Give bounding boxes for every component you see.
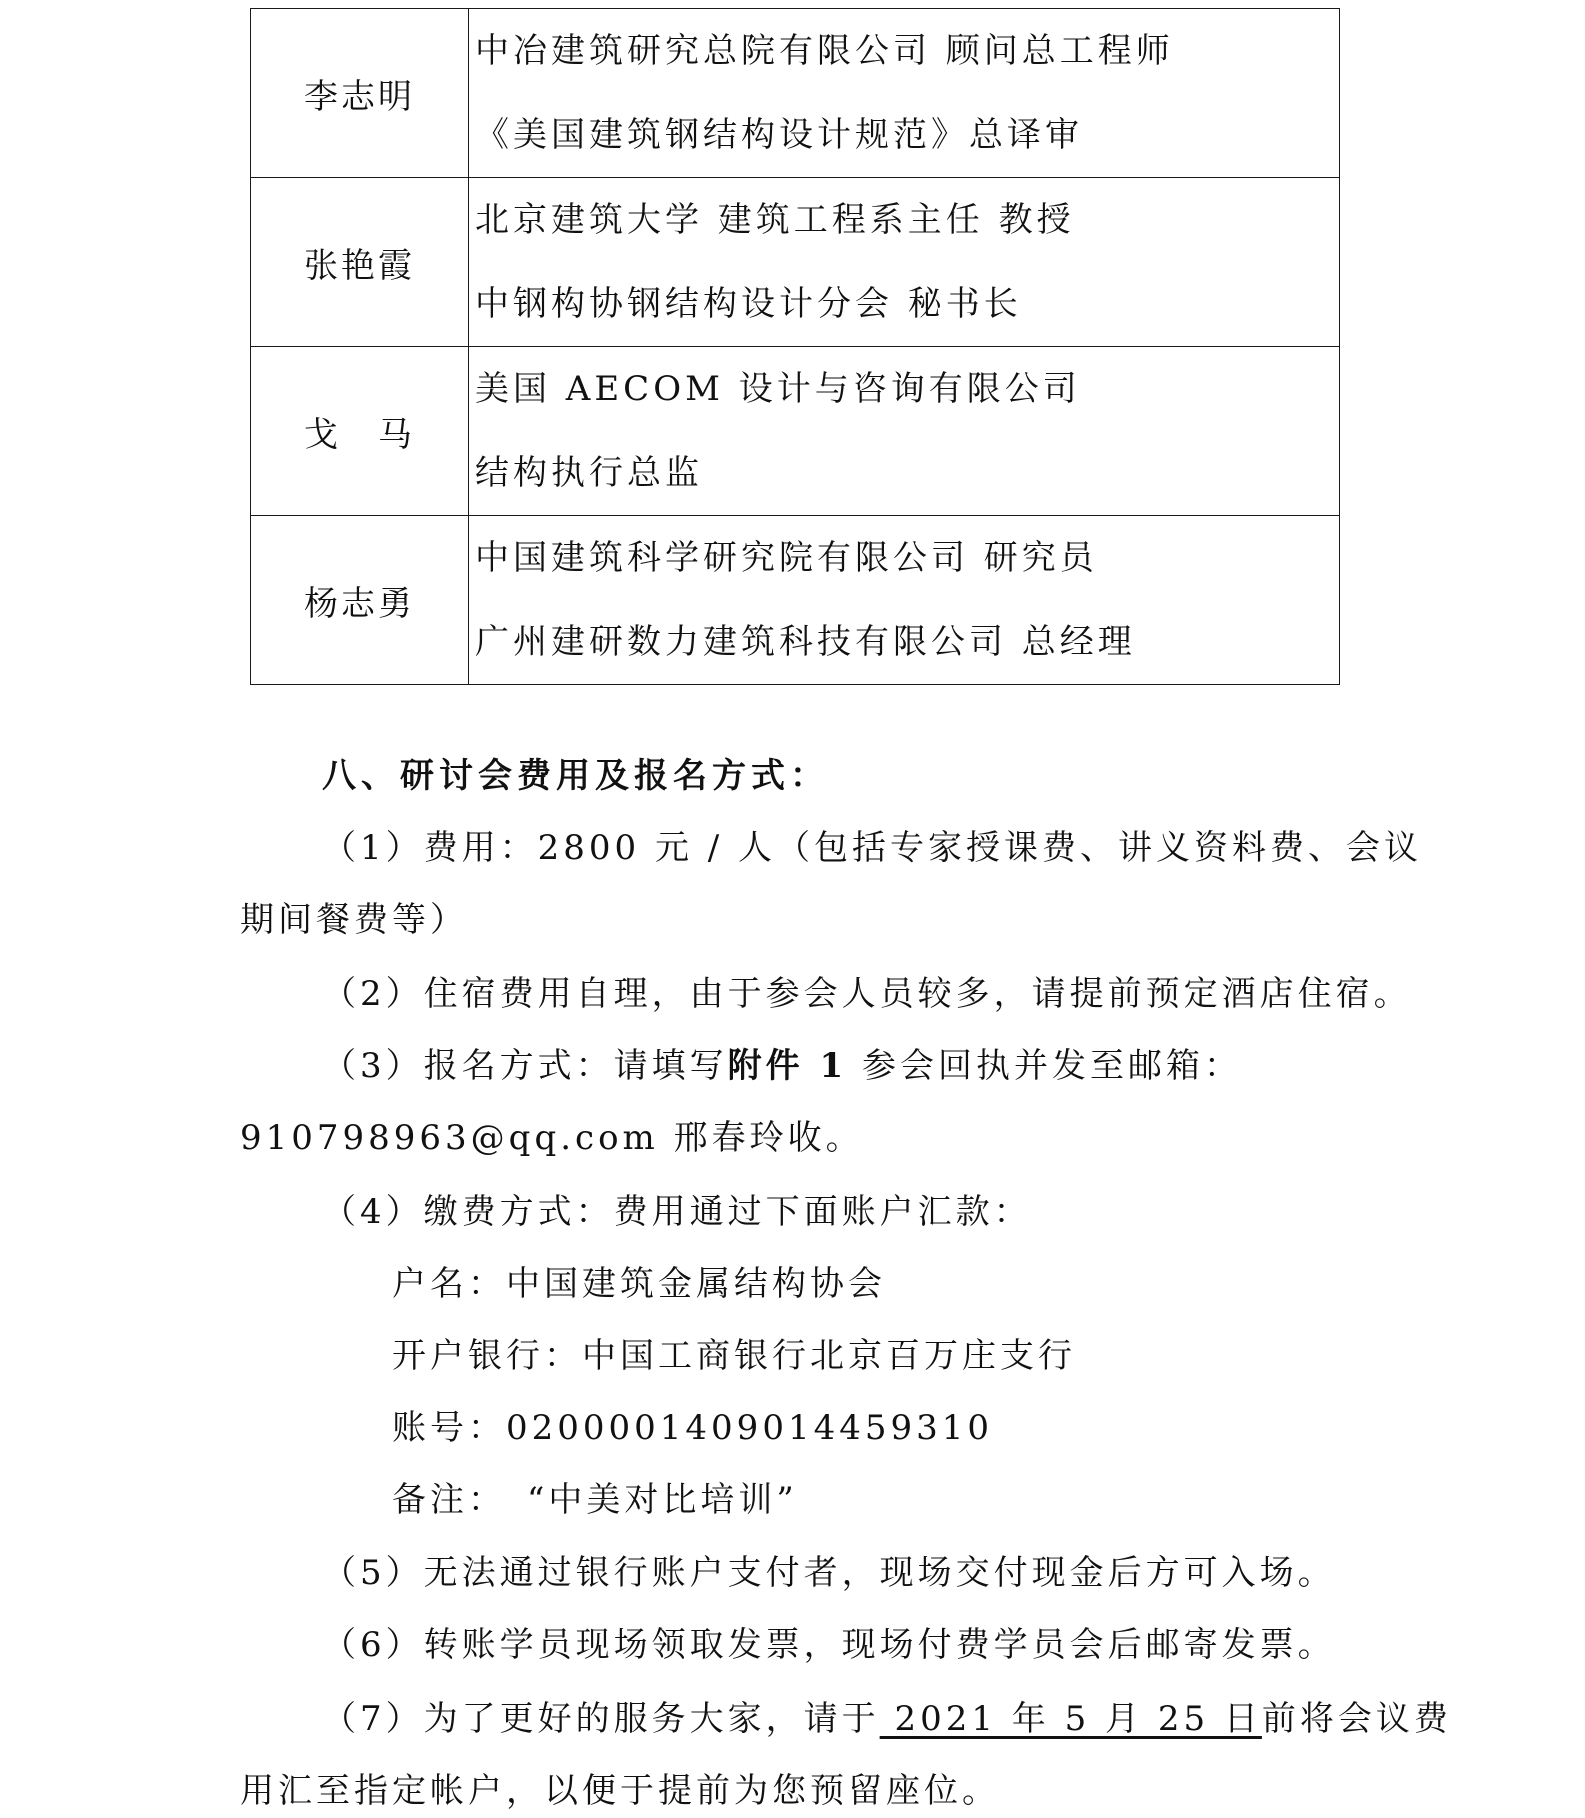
invoice-note: （6）转账学员现场领取发票，现场付费学员会后邮寄发票。 <box>322 1625 1336 1665</box>
expert-info-line: 中钢构协钢结构设计分会 秘书长 <box>475 284 1022 324</box>
expert-name: 杨志勇 <box>251 516 469 685</box>
section-heading: 八、研讨会费用及报名方式： <box>322 756 829 796</box>
registration-prefix: （3）报名方式：请填写 <box>322 1046 728 1086</box>
table-row <box>251 9 1340 178</box>
expert-info-line: 结构执行总监 <box>475 453 703 493</box>
expert-info-line: 《美国建筑钢结构设计规范》总译审 <box>475 115 1083 155</box>
account-note: 备注： “中美对比培训” <box>392 1480 798 1520</box>
expert-name: 戈 马 <box>251 347 469 516</box>
attachment-label: 附件 1 <box>727 1046 848 1086</box>
expert-info-line: 美国 AECOM 设计与咨询有限公司 <box>475 369 1081 409</box>
registration-email: 910798963@qq.com 邢春玲收。 <box>240 1118 864 1158</box>
table-row <box>251 516 1340 685</box>
expert-info <box>469 9 1340 178</box>
account-number: 账号：0200001409014459310 <box>392 1408 994 1448</box>
expert-info <box>469 347 1340 516</box>
table-row <box>251 178 1340 347</box>
deadline-line-1 <box>322 1699 1452 1739</box>
account-bank: 开户银行：中国工商银行北京百万庄支行 <box>392 1336 1076 1376</box>
lodging-note: （2）住宿费用自理，由于参会人员较多，请提前预定酒店住宿。 <box>322 974 1412 1014</box>
deadline-date: 2021 年 5 月 25 日 <box>879 1699 1262 1739</box>
expert-name: 李志明 <box>251 9 469 178</box>
expert-info <box>469 178 1340 347</box>
experts-table <box>250 8 1340 685</box>
expert-info-line: 中国建筑科学研究院有限公司 研究员 <box>475 538 1098 578</box>
expert-name: 张艳霞 <box>251 178 469 347</box>
registration-line-1 <box>322 1046 1242 1086</box>
expert-info <box>469 516 1340 685</box>
deadline-suffix: 前将会议费 <box>1261 1699 1452 1739</box>
expert-info-line: 中冶建筑研究总院有限公司 顾问总工程师 <box>475 31 1174 71</box>
fee-line-1: （1）费用：2800 元 / 人（包括专家授课费、讲义资料费、会议 <box>322 828 1423 868</box>
payment-method: （4）缴费方式：费用通过下面账户汇款： <box>322 1192 1032 1232</box>
cash-payment-note: （5）无法通过银行账户支付者，现场交付现金后方可入场。 <box>322 1553 1336 1593</box>
expert-info-line: 广州建研数力建筑科技有限公司 总经理 <box>475 622 1136 662</box>
expert-info-line: 北京建筑大学 建筑工程系主任 教授 <box>475 200 1075 240</box>
fee-line-2: 期间餐费等） <box>240 900 468 940</box>
table-row <box>251 347 1340 516</box>
registration-suffix: 参会回执并发至邮箱： <box>847 1046 1242 1086</box>
account-name: 户名：中国建筑金属结构协会 <box>392 1264 886 1304</box>
deadline-line-2: 用汇至指定帐户，以便于提前为您预留座位。 <box>240 1771 1000 1811</box>
deadline-prefix: （7）为了更好的服务大家，请于 <box>322 1699 880 1739</box>
